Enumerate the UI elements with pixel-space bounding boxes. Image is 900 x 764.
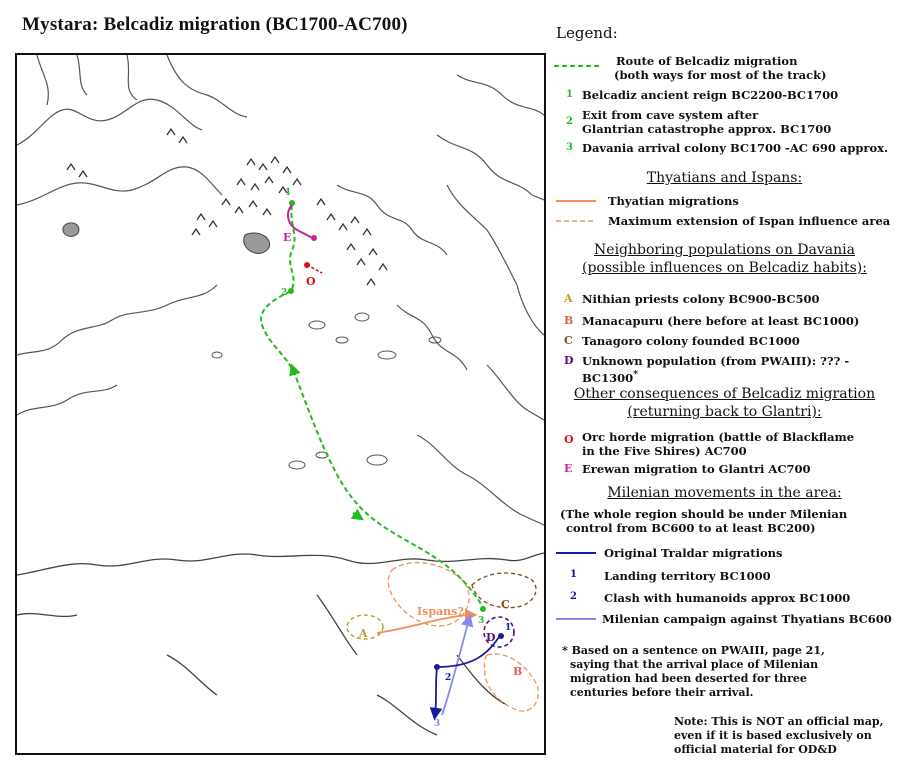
route-arrow-north — [293, 369, 295, 375]
point-2-num: 2 — [566, 116, 573, 127]
neighbor-d-mark: * — [633, 369, 639, 380]
route-arrow-south — [353, 513, 359, 517]
footnote-line1: * Based on a sentence on PWAIII, page 21, — [562, 644, 825, 657]
route-line1: Route of Belcadiz migration — [616, 54, 798, 68]
consequences-heading-2: (returning back to Glantri): — [627, 404, 822, 420]
neighbor-c-letter: C — [564, 334, 573, 347]
campaign-swatch — [552, 612, 602, 628]
point-3-num: 3 — [566, 142, 573, 153]
point-2-line2: Glantrian catastrophe approx. BC1700 — [582, 122, 832, 136]
milenian-note-2: control from BC600 to at least BC200) — [566, 521, 816, 535]
neighbor-d-text: Unknown population (from PWAIII): ??? - BC1300 — [582, 354, 850, 385]
traldar-swatch — [552, 546, 602, 562]
route-line2: (both ways for most of the track) — [614, 68, 827, 82]
neighbors-heading-1: Neighboring populations on Davania — [594, 242, 855, 258]
neighbor-d-letter: D — [564, 354, 574, 367]
traldar-point-2-label: 2 — [445, 673, 452, 683]
erewan-letter: E — [564, 462, 573, 475]
traldar-landing-marker[interactable] — [498, 633, 504, 639]
ispan-label: Maximum extension of Ispan influence area — [608, 214, 891, 228]
orc-label: O — [306, 275, 316, 288]
disclaimer-line3: official material for OD&D — [674, 743, 837, 756]
southern-coastline — [17, 553, 544, 735]
footnote-line2: saying that the arrival place of Milenian — [570, 658, 819, 671]
point-1-num: 1 — [566, 89, 573, 100]
point-1-text: Belcadiz ancient reign BC2200-BC1700 — [582, 88, 839, 102]
neighbor-c-text: Tanagoro colony founded BC1000 — [582, 334, 800, 348]
footnote-line3: migration had been deserted for three — [570, 672, 807, 685]
thyatians-heading: Thyatians and Ispans: — [646, 170, 803, 186]
route-point-3[interactable] — [480, 606, 486, 612]
disclaimer-line1: Note: This is NOT an official map, — [674, 715, 884, 728]
orc-letter: O — [564, 433, 574, 446]
erewan-marker[interactable] — [311, 235, 317, 241]
disclaimer-line2: even if it is based exclusively on — [674, 729, 872, 742]
landing-num: 1 — [570, 569, 577, 580]
milenian-note-1: (The whole region should be under Milenian — [560, 507, 848, 521]
traldar-point-3-label: 3 — [434, 719, 441, 729]
map-area[interactable] — [15, 53, 546, 755]
milenian-heading: Milenian movements in the area: — [607, 485, 842, 501]
thyatian-swatch — [552, 194, 602, 210]
map-canvas — [17, 55, 544, 753]
mountain-hatching — [67, 129, 387, 285]
footnote-line4: centuries before their arrival. — [570, 686, 754, 699]
consequences-heading-1: Other consequences of Belcadiz migration — [573, 386, 876, 402]
legend-panel — [552, 24, 897, 756]
orc-line2: in the Five Shires) AC700 — [582, 444, 747, 458]
traldar-point-1-label: 1 — [505, 623, 512, 633]
erewan-label: E — [283, 231, 292, 244]
traldar-label: Original Traldar migrations — [604, 546, 783, 560]
legend-heading: Legend: — [556, 24, 618, 42]
ispan-influence-area — [388, 563, 538, 711]
belcadiz-route — [261, 205, 483, 607]
erewan-text: Erewan migration to Glantri AC700 — [582, 462, 811, 476]
islands — [212, 313, 441, 469]
route-swatch — [552, 58, 602, 74]
point-2-line1: Exit from cave system after — [582, 108, 759, 122]
point-3-text: Davania arrival colony BC1700 -AC 690 approx. — [582, 141, 889, 155]
orc-line1: Orc horde migration (battle of Blackflame — [582, 430, 855, 444]
neighbor-b-letter: B — [564, 314, 574, 327]
route-point-3-label: 3 — [478, 616, 485, 626]
manacapuru-label: B — [513, 665, 523, 678]
clash-text: Clash with humanoids approx BC1000 — [604, 591, 851, 605]
nithian-label: A — [359, 627, 368, 640]
clash-num: 2 — [570, 591, 577, 602]
unknown-population-label: D — [486, 631, 496, 644]
landing-text: Landing territory BC1000 — [604, 569, 771, 583]
disclaimer — [674, 715, 883, 757]
neighbor-b-text: Manacapuru (here before at least BC1000) — [582, 314, 860, 328]
lakes — [63, 223, 270, 253]
route-point-2-label: 2 — [281, 288, 288, 298]
campaign-label: Milenian campaign against Thyatians BC600 — [602, 612, 892, 626]
neighbor-a-text: Nithian priests colony BC900-BC500 — [582, 292, 820, 306]
ispans-label: Ispans? — [417, 605, 464, 618]
ispan-swatch — [552, 214, 602, 230]
traldar-clash-marker[interactable] — [434, 664, 440, 670]
thyatian-label: Thyatian migrations — [608, 194, 739, 208]
route-point-2[interactable] — [288, 288, 294, 294]
map-title: Mystara: Belcadiz migration (BC1700-AC700) — [22, 14, 408, 35]
route-point-1-label: 1 — [285, 188, 292, 198]
neighbors-heading-2: (possible influences on Belcadiz habits): — [582, 260, 867, 276]
footnote — [562, 644, 825, 700]
tanagoro-label: C — [501, 598, 510, 611]
neighbor-a-letter: A — [564, 292, 573, 305]
orc-marker[interactable] — [304, 262, 310, 268]
